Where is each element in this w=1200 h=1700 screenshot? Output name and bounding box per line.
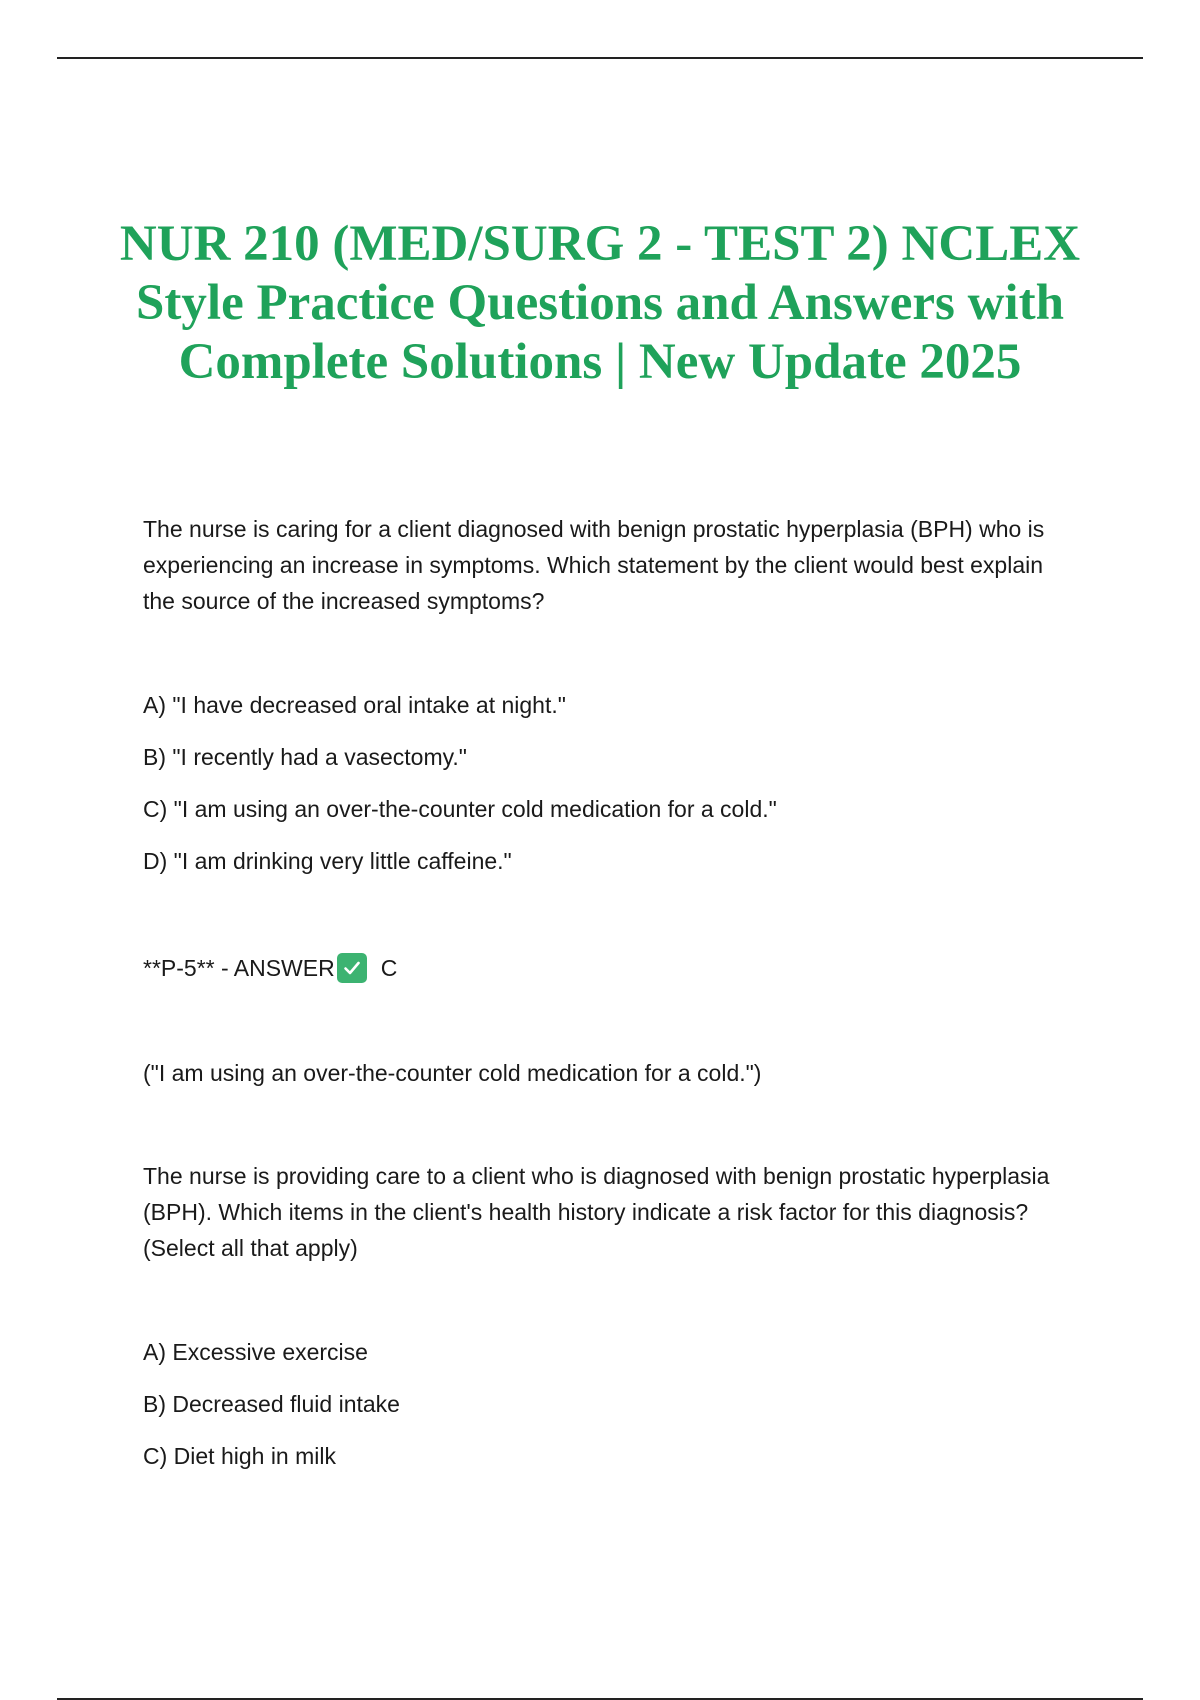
header-rule — [57, 57, 1143, 59]
question-1-option-d: D) "I am drinking very little caffeine." — [143, 848, 512, 874]
question-1-option-c: C) "I am using an over-the-counter cold medication for a cold." — [143, 796, 777, 822]
question-1-option-b: B) "I recently had a vasectomy." — [143, 744, 467, 770]
answer-letter: C — [380, 955, 398, 981]
question-1-explanation: ("I am using an over-the-counter cold medication for a cold.") — [143, 1060, 762, 1086]
question-2-option-a: A) Excessive exercise — [143, 1339, 368, 1365]
question-1-stem: The nurse is caring for a client diagnosed with benign prostatic hyperplasia (BPH) who is experiencing an increase in symptoms. Which statement by the client would best explain the source of the increased symptoms? — [143, 516, 1045, 614]
question-1-answer — [143, 951, 397, 985]
question-2-option-b: B) Decreased fluid intake — [143, 1391, 400, 1417]
check-box-icon — [337, 953, 367, 983]
question-2-stem: The nurse is providing care to a client who is diagnosed with benign prostatic hyperplasia (BPH). Which items in the client's health history indicate a risk factor for this diagnosis? (Select all that apply) — [143, 1163, 1050, 1261]
document-title: NUR 210 (MED/SURG 2 - TEST 2) NCLEX Style Practice Questions and Answers with Complete Solutions | New Update 2025 — [119, 216, 1081, 390]
question-1-option-a: A) "I have decreased oral intake at night." — [143, 692, 566, 718]
answer-label: **P-5** - ANSWER — [143, 955, 335, 981]
question-2-option-c: C) Diet high in milk — [143, 1443, 336, 1469]
